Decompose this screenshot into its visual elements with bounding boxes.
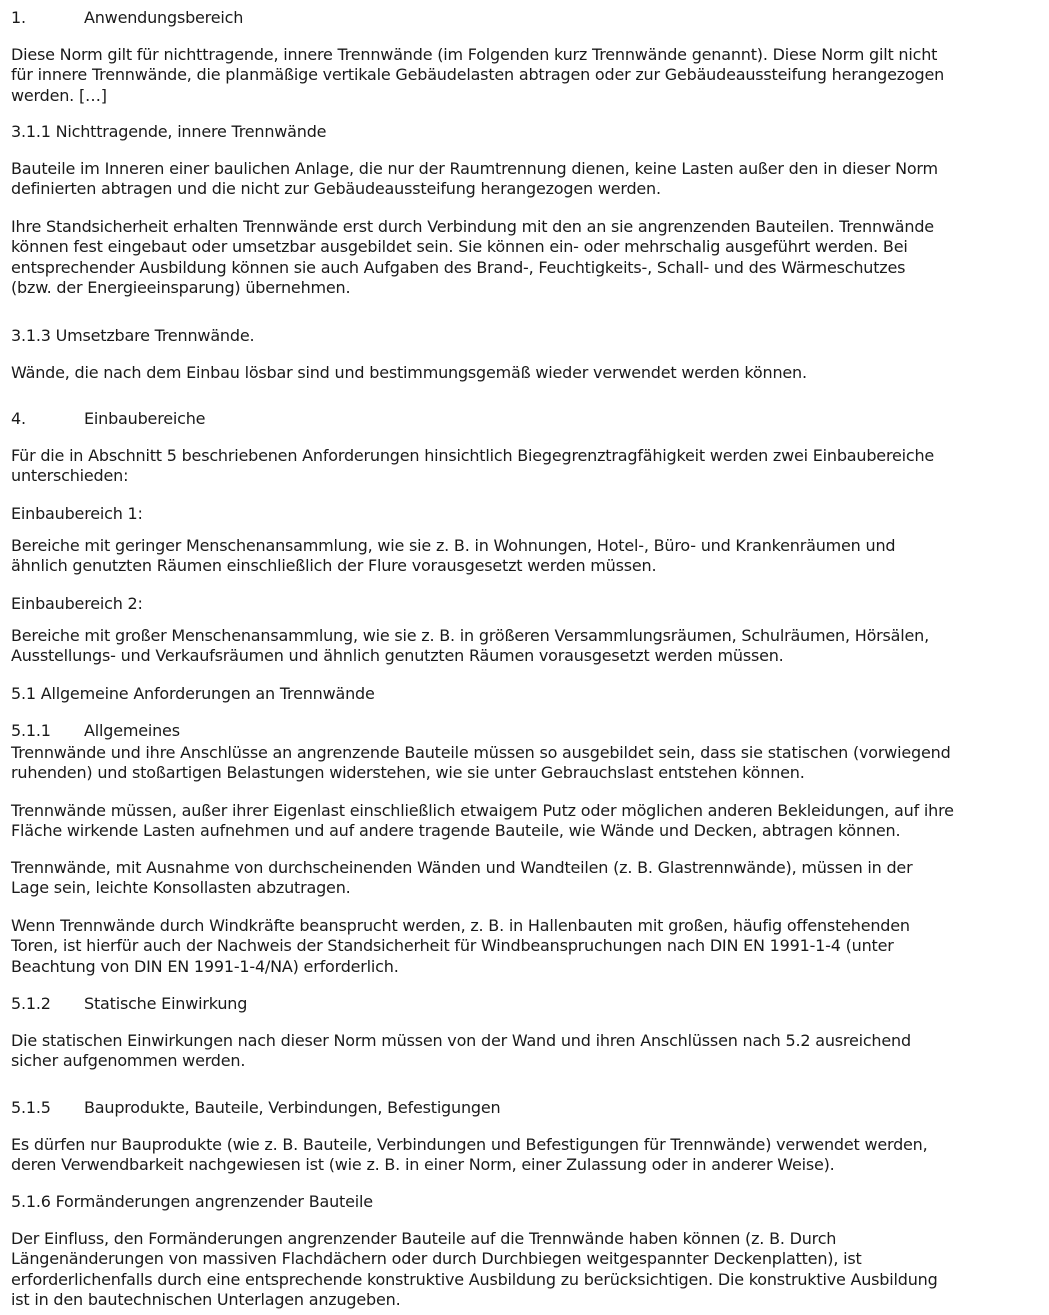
text-line: Beachtung von DIN EN 1991-1-4/NA) erforderlich. bbox=[11, 956, 399, 976]
text-line: Wenn Trennwände durch Windkräfte beansprucht werden, z. B. in Hallenbauten mit großen, häufig offenstehenden bbox=[11, 916, 910, 935]
paragraph bbox=[11, 536, 895, 577]
text-line: sicher aufgenommen werden. bbox=[11, 1051, 246, 1071]
text-line: Toren, ist hierfür auch der Nachweis der Standsicherheit für Windbeanspruchungen nach DIN EN 1991-1-4 (unter bbox=[11, 936, 894, 956]
subsection-heading-5-1-2 bbox=[11, 994, 247, 1014]
text-line: Trennwände, mit Ausnahme von durchscheinenden Wänden und Wandteilen (z. B. Glastrennwände), müssen in der bbox=[11, 858, 913, 877]
text-line: Es dürfen nur Bauprodukte (wie z. B. Bauteile, Verbindungen und Befestigungen für Trennwände) verwendet werden, bbox=[11, 1135, 928, 1154]
text-line: ist in den bautechnischen Unterlagen anzugeben. bbox=[11, 1290, 401, 1310]
section-heading-4 bbox=[11, 409, 205, 429]
text-line: Lage sein, leichte Konsollasten abzutragen. bbox=[11, 878, 351, 898]
subsection-heading-3-1-3: 3.1.3 Umsetzbare Trennwände. bbox=[11, 326, 255, 345]
text-line: deren Verwendbarkeit nachgewiesen ist (wie z. B. in einer Norm, einer Zulassung oder in anderer Weise). bbox=[11, 1155, 835, 1175]
text-line: Der Einfluss, den Formänderungen angrenzender Bauteile auf die Trennwände haben können (z. B. Durch bbox=[11, 1229, 837, 1248]
section-title: Allgemeines bbox=[84, 721, 180, 740]
section-title: Anwendungsbereich bbox=[84, 8, 244, 27]
section-number: 5.1.5 bbox=[11, 1098, 51, 1117]
paragraph bbox=[11, 159, 938, 200]
text-line: entsprechender Ausbildung können sie auch Aufgaben des Brand-, Feuchtigkeits-, Schall- und des Wärmeschutzes bbox=[11, 257, 906, 277]
paragraph bbox=[11, 743, 951, 784]
paragraph bbox=[11, 858, 912, 899]
text-line: definierten abtragen und die nicht zur Gebäudeaussteifung herangezogen werden. bbox=[11, 179, 661, 199]
heading-einbaubereich-2: Einbaubereich 2: bbox=[11, 594, 143, 613]
text-line: unterschieden: bbox=[11, 466, 129, 486]
section-number: 4. bbox=[11, 409, 26, 428]
section-title: Statische Einwirkung bbox=[84, 994, 248, 1013]
text-line: Trennwände müssen, außer ihrer Eigenlast einschließlich etwaigem Putz oder möglichen anderen Bekleidungen, auf ihre bbox=[11, 801, 954, 820]
text-line: ruhenden) und stoßartigen Belastungen widerstehen, wie sie unter Gebrauchslast entstehen können. bbox=[11, 763, 805, 783]
text-line: Ausstellungs- und Verkaufsräumen und ähnlich genutzten Räumen vorausgesetzt werden müssen. bbox=[11, 646, 784, 666]
text-line: für innere Trennwände, die planmäßige vertikale Gebäudelasten abtragen oder zur Gebäudeaussteifung herangezogen bbox=[11, 65, 945, 85]
subsection-heading-5-1-6: 5.1.6 Formänderungen angrenzender Bauteile bbox=[11, 1192, 373, 1211]
subsection-heading-3-1-1: 3.1.1 Nichttragende, innere Trennwände bbox=[11, 122, 327, 141]
text-line: erforderlichenfalls durch eine entsprechende konstruktive Ausbildung zu berücksichtigen. Die konstruktive Ausbildung bbox=[11, 1269, 938, 1289]
text-line: Ihre Standsicherheit erhalten Trennwände erst durch Verbindung mit den an sie angrenzenden Bauteilen. Trennwände bbox=[11, 217, 934, 236]
text-line: Diese Norm gilt für nichttragende, innere Trennwände (im Folgenden kurz Trennwände genannt). Diese Norm gilt nicht bbox=[11, 45, 938, 64]
paragraph bbox=[11, 626, 929, 667]
paragraph bbox=[11, 1031, 911, 1072]
section-title: Bauprodukte, Bauteile, Verbindungen, Befestigungen bbox=[84, 1098, 501, 1117]
text-line: Bereiche mit geringer Menschenansammlung, wie sie z. B. in Wohnungen, Hotel-, Büro- und Krankenräumen und bbox=[11, 536, 896, 555]
paragraph bbox=[11, 45, 944, 106]
text-line: können fest eingebaut oder umsetzbar ausgebildet sein. Sie können ein- oder mehrschalig ausgeführt werden. Bei bbox=[11, 237, 908, 257]
text-line: Bereiche mit großer Menschenansammlung, wie sie z. B. in größeren Versammlungsräumen, Schulräumen, Hörsälen, bbox=[11, 626, 929, 645]
subsection-heading-5-1: 5.1 Allgemeine Anforderungen an Trennwände bbox=[11, 684, 375, 703]
text-line: Die statischen Einwirkungen nach dieser Norm müssen von der Wand und ihren Anschlüssen nach 5.2 ausreichend bbox=[11, 1031, 911, 1050]
text-line: ähnlich genutzten Räumen einschließlich der Flure vorausgesetzt werden müssen. bbox=[11, 556, 657, 576]
paragraph bbox=[11, 1229, 938, 1311]
text-line: Trennwände und ihre Anschlüsse an angrenzende Bauteile müssen so ausgebildet sein, dass sie statischen (vorwiegend bbox=[11, 743, 951, 762]
subsection-heading-5-1-5 bbox=[11, 1098, 500, 1118]
text-line: Bauteile im Inneren einer baulichen Anlage, die nur der Raumtrennung dienen, keine Lasten außer den in dieser Norm bbox=[11, 159, 938, 178]
section-title: Einbaubereiche bbox=[84, 409, 206, 428]
text-line: werden. […] bbox=[11, 85, 107, 105]
text-line: Wände, die nach dem Einbau lösbar sind und bestimmungsgemäß wieder verwendet werden können. bbox=[11, 363, 807, 382]
paragraph bbox=[11, 217, 934, 299]
text-line: Fläche wirkende Lasten aufnehmen und auf andere tragende Bauteile, wie Wände und Decken, abtragen können. bbox=[11, 821, 901, 841]
heading-einbaubereich-1: Einbaubereich 1: bbox=[11, 504, 143, 523]
section-number: 1. bbox=[11, 8, 26, 27]
text-line: (bzw. der Energieeinsparung) übernehmen. bbox=[11, 278, 351, 298]
section-number: 5.1.1 bbox=[11, 721, 51, 740]
paragraph bbox=[11, 801, 954, 842]
section-number: 5.1.2 bbox=[11, 994, 51, 1013]
subsection-heading-5-1-1 bbox=[11, 721, 180, 741]
paragraph bbox=[11, 446, 934, 487]
paragraph bbox=[11, 916, 910, 977]
paragraph bbox=[11, 363, 807, 383]
paragraph bbox=[11, 1135, 928, 1176]
section-heading-1 bbox=[11, 8, 243, 28]
text-line: Längenänderungen von massiven Flachdächern oder durch Durchbiegen weitgespannter Deckenplatten), ist bbox=[11, 1249, 862, 1269]
text-line: Für die in Abschnitt 5 beschriebenen Anforderungen hinsichtlich Biegegrenztragfähigkeit werden zwei Einbaubereiche bbox=[11, 446, 935, 465]
